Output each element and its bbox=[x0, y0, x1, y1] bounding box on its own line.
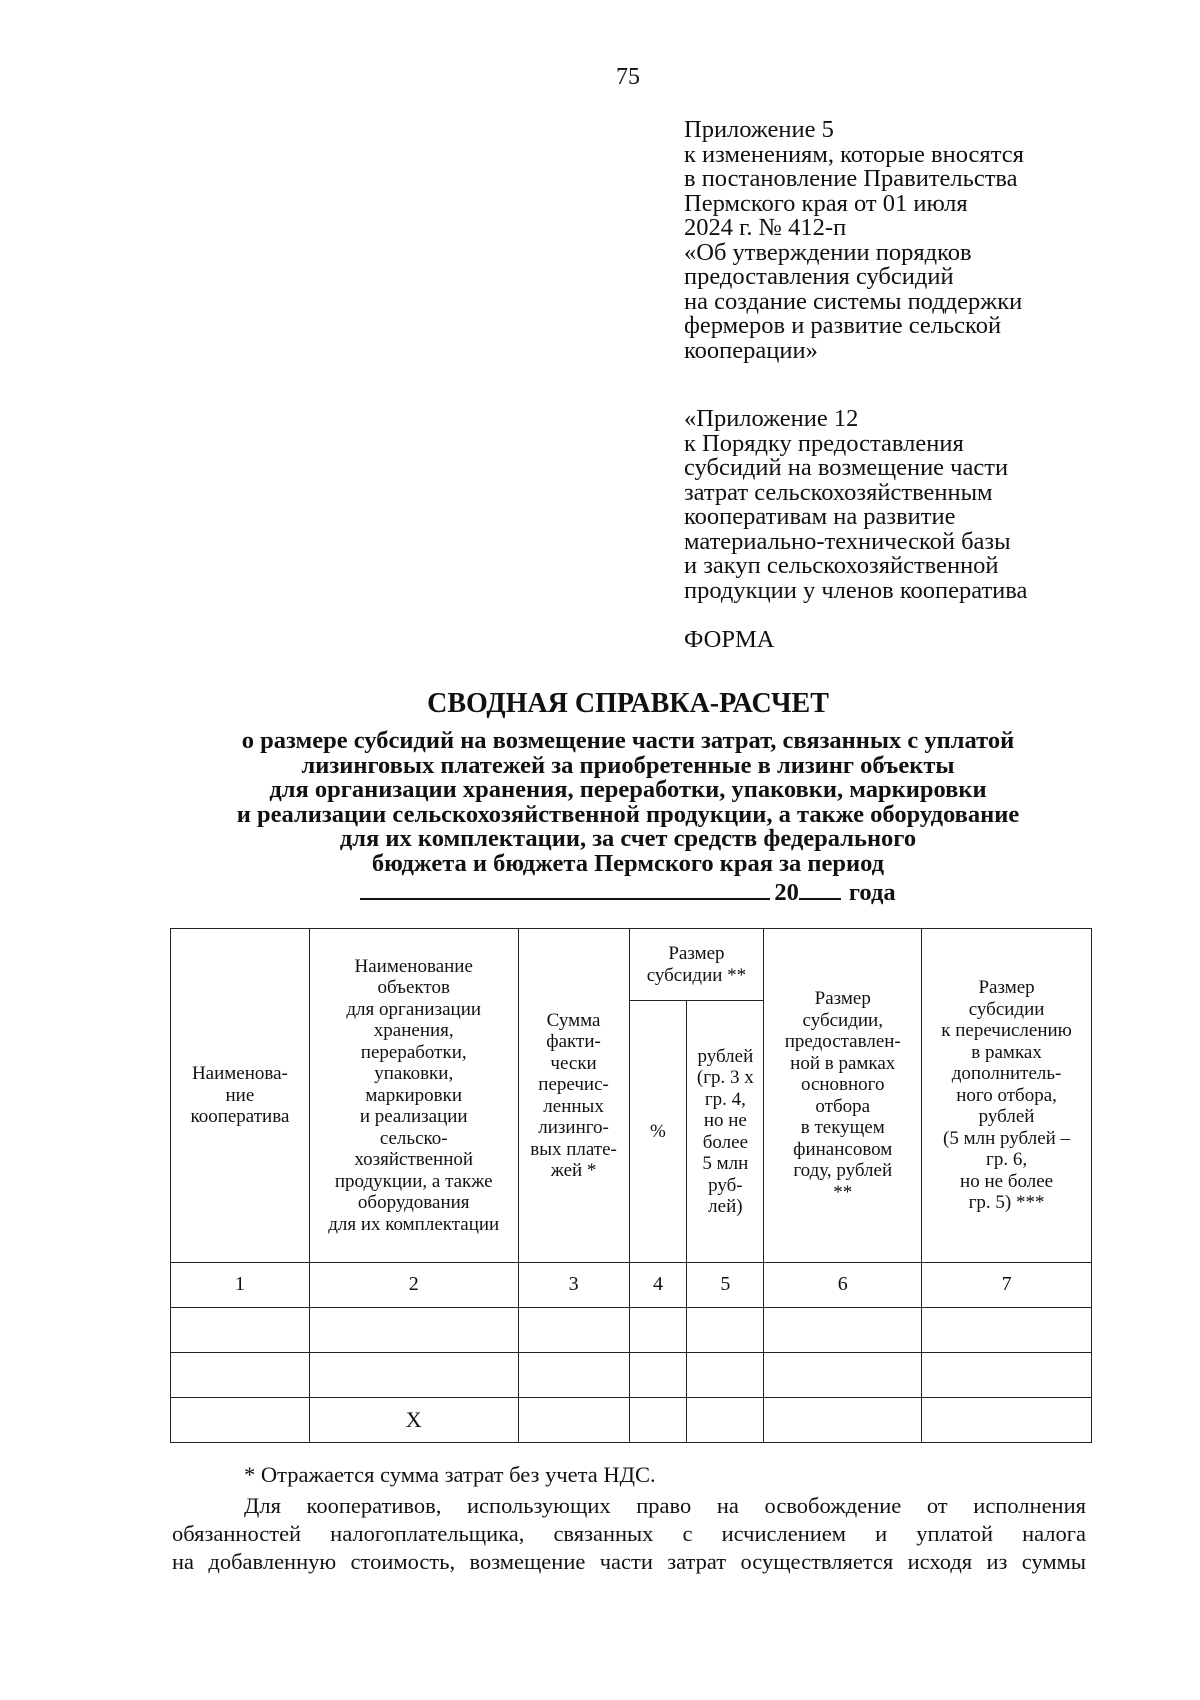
column-number: 3 bbox=[518, 1263, 629, 1308]
table-cell bbox=[764, 1353, 922, 1398]
table-cell bbox=[687, 1308, 764, 1353]
header-additional-selection-subsidy: Размер субсидии к перечислению в рамках дополнитель- ного отбора, рублей (5 млн рублей – гр. 6, но не более гр. 5) *** bbox=[922, 929, 1092, 1263]
appendix-12-line: «Приложение 12 bbox=[684, 405, 859, 432]
x-marker: Х bbox=[309, 1398, 518, 1443]
appendix-5-line: в постановление Правительства bbox=[684, 165, 1018, 192]
appendix-12-line: и закуп сельскохозяйственной bbox=[684, 552, 999, 579]
header-objects-name: Наименование объектов для организации хранения, переработки, упаковки, маркировки и реализации сельско- хозяйственной продукции, а также оборудования для их комплектации bbox=[309, 929, 518, 1263]
table-cell bbox=[171, 1398, 310, 1443]
appendix-12-line: продукции у членов кооператива bbox=[684, 576, 1028, 604]
table-cell bbox=[171, 1353, 310, 1398]
table-cell bbox=[922, 1398, 1092, 1443]
subtitle-line: для организации хранения, переработки, упаковки, маркировки bbox=[269, 776, 987, 803]
header-leasing-sum: Сумма факти- чески перечис- ленных лизинго- вых плате- жей * bbox=[518, 929, 629, 1263]
calculation-table bbox=[170, 928, 1092, 1443]
appendix-5-line: Приложение 5 bbox=[684, 116, 834, 143]
appendix-5-line: предоставления субсидий bbox=[684, 263, 954, 290]
document-subtitle bbox=[0, 729, 1200, 906]
paragraph-line: на добавленную стоимость, возмещение части затрат осуществляется исходя из суммы bbox=[172, 1549, 1086, 1574]
column-number: 2 bbox=[309, 1263, 518, 1308]
appendix-5-line: 2024 г. № 412-п bbox=[684, 214, 847, 241]
column-number: 4 bbox=[629, 1263, 687, 1308]
appendix-5-line: к изменениям, которые вносятся bbox=[684, 140, 1024, 168]
appendix-12-line: кооперативам на развитие bbox=[684, 503, 956, 530]
appendix-5-line: фермеров и развитие сельской bbox=[684, 312, 1002, 339]
table-cell bbox=[309, 1308, 518, 1353]
column-number: 6 bbox=[764, 1263, 922, 1308]
form-label: ФОРМА bbox=[684, 626, 775, 653]
table-cell bbox=[518, 1353, 629, 1398]
appendix-12-line: субсидий на возмещение части bbox=[684, 454, 1009, 481]
column-number: 5 bbox=[687, 1263, 764, 1308]
table-cell bbox=[687, 1398, 764, 1443]
subtitle-line: о размере субсидий на возмещение части затрат, связанных с уплатой bbox=[241, 727, 1015, 754]
header-cooperative-name: Наименова- ние кооператива bbox=[171, 929, 310, 1263]
table-cell bbox=[518, 1398, 629, 1443]
period-line bbox=[0, 876, 1200, 906]
header-percent: % bbox=[629, 1001, 687, 1263]
table-row bbox=[171, 1308, 1092, 1353]
body-paragraph bbox=[172, 1492, 1086, 1576]
table-cell bbox=[518, 1308, 629, 1353]
footnote: * Отражается сумма затрат без учета НДС. bbox=[244, 1462, 656, 1487]
year-suffix: года bbox=[848, 879, 896, 906]
table-cell bbox=[764, 1398, 922, 1443]
appendix-5-line: кооперации» bbox=[684, 336, 818, 364]
page-number: 75 bbox=[616, 64, 640, 90]
table-cell bbox=[629, 1353, 687, 1398]
year-prefix: 20 bbox=[774, 879, 799, 906]
table-cell bbox=[922, 1353, 1092, 1398]
paragraph-line: Для кооперативов, использующих право на освобождение от исполнения bbox=[244, 1493, 1086, 1518]
table-cell bbox=[687, 1353, 764, 1398]
appendix-5-line: Пермского края от 01 июля bbox=[684, 189, 968, 217]
header-main-selection-subsidy: Размер субсидии, предоставлен- ной в рамках основного отбора в текущем финансовом году, рублей ** bbox=[764, 929, 922, 1263]
subtitle-line: и реализации сельскохозяйственной продукции, а также оборудование bbox=[236, 800, 1020, 828]
column-number: 7 bbox=[922, 1263, 1092, 1308]
subtitle-line: для их комплектации, за счет средств федерального bbox=[339, 825, 917, 852]
table-row bbox=[171, 1353, 1092, 1398]
column-number: 1 bbox=[171, 1263, 310, 1308]
table-cell bbox=[629, 1398, 687, 1443]
column-number-row bbox=[171, 1263, 1092, 1308]
appendix-5-block bbox=[684, 118, 1104, 363]
table-row-total bbox=[171, 1398, 1092, 1443]
period-blank bbox=[360, 876, 770, 900]
appendix-12-line: материально-технической базы bbox=[684, 527, 1011, 555]
header-rubles: рублей (гр. 3 х гр. 4, но не более 5 млн руб- лей) bbox=[687, 1001, 764, 1263]
subtitle-line: бюджета и бюджета Пермского края за период bbox=[371, 849, 885, 877]
appendix-12-block bbox=[684, 407, 1104, 603]
table-cell bbox=[922, 1308, 1092, 1353]
year-blank bbox=[799, 876, 841, 900]
subtitle-line: лизинговых платежей за приобретенные в лизинг объекты bbox=[301, 751, 955, 779]
table-cell bbox=[629, 1308, 687, 1353]
appendix-5-line: на создание системы поддержки bbox=[684, 287, 1023, 315]
paragraph-line: обязанностей налогоплательщика, связанных с исчислением и уплатой налога bbox=[172, 1521, 1086, 1546]
table-cell bbox=[764, 1308, 922, 1353]
header-subsidy-size: Размер субсидии ** bbox=[629, 929, 764, 1001]
appendix-5-line: «Об утверждении порядков bbox=[684, 238, 972, 266]
appendix-12-line: затрат сельскохозяйственным bbox=[684, 478, 993, 506]
table-cell bbox=[171, 1308, 310, 1353]
table-cell bbox=[309, 1353, 518, 1398]
document-title: СВОДНАЯ СПРАВКА-РАСЧЕТ bbox=[427, 688, 829, 719]
appendix-12-line: к Порядку предоставления bbox=[684, 429, 964, 457]
